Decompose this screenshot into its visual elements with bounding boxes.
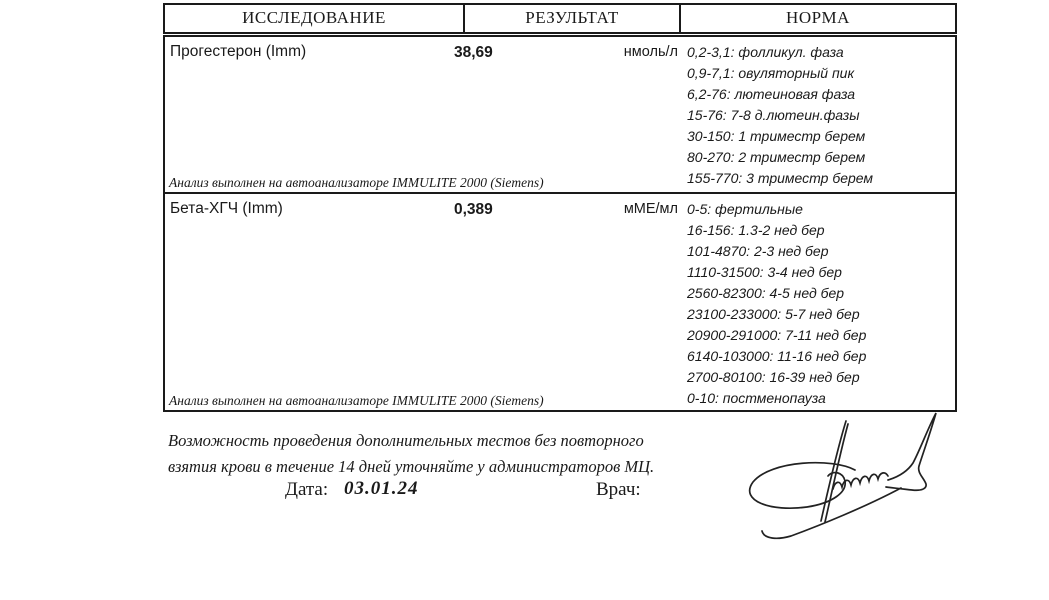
test-unit: нмоль/л: [623, 44, 678, 60]
norm-line: 0-10: постменопауза: [687, 390, 826, 406]
test-name: Бета-ХГЧ (Imm): [170, 200, 283, 217]
test-result: 0,389: [454, 201, 493, 218]
date-label: Дата:: [285, 479, 329, 500]
results-table: [163, 3, 957, 412]
test-name: Прогестерон (Imm): [170, 43, 307, 60]
norm-line: 23100-233000: 5-7 нед бер: [687, 306, 860, 322]
table-header-norm: НОРМА: [786, 8, 850, 27]
doctor-label: Врач:: [596, 479, 641, 500]
doctor-signature: [733, 408, 951, 558]
analyzer-note: Анализ выполнен на автоанализаторе IMMULITE 2000 (Siemens): [169, 393, 544, 408]
norm-line: 0,9-7,1: овуляторный пик: [687, 65, 855, 81]
norm-line: 80-270: 2 триместр берем: [687, 149, 866, 165]
norm-line: 101-4870: 2-3 нед бер: [687, 243, 829, 259]
analyzer-note: Анализ выполнен на автоанализаторе IMMULITE 2000 (Siemens): [169, 175, 544, 190]
norm-line: 20900-291000: 7-11 нед бер: [687, 327, 867, 343]
norm-list: [687, 42, 873, 189]
table-header-result: РЕЗУЛЬТАТ: [465, 5, 681, 32]
footer-note-line1: Возможность проведения дополнительных тестов без повторного: [168, 431, 644, 450]
norm-line: 6,2-76: лютеиновая фаза: [687, 86, 856, 102]
norm-line: 30-150: 1 триместр берем: [687, 128, 866, 144]
norm-line: 155-770: 3 триместр берем: [687, 170, 873, 186]
table-row-progesterone: [165, 37, 955, 194]
footer-note: [168, 428, 654, 480]
norm-line: 2560-82300: 4-5 нед бер: [687, 285, 845, 301]
footer-note-line2: взятия крови в течение 14 дней уточняйте у администраторов МЦ.: [168, 457, 655, 476]
norm-line: 16-156: 1.3-2 нед бер: [687, 222, 825, 238]
table-header-row: [163, 3, 957, 34]
norm-line: 0-5: фертильные: [687, 201, 803, 217]
date-value: 03.01.24: [344, 478, 419, 499]
norm-line: 1110-31500: 3-4 нед бер: [687, 264, 842, 280]
norm-line: 2700-80100: 16-39 нед бер: [687, 369, 860, 385]
norm-line: 6140-103000: 11-16 нед бер: [687, 348, 867, 364]
test-unit: мМЕ/мл: [623, 201, 678, 217]
norm-list: [687, 199, 866, 409]
test-result: 38,69: [454, 44, 493, 61]
norm-line: 15-76: 7-8 д.лютеин.фазы: [687, 107, 860, 123]
table-body: [163, 35, 957, 412]
table-header-study: ИССЛЕДОВАНИЕ: [165, 5, 465, 32]
norm-line: 0,2-3,1: фолликул. фаза: [687, 44, 844, 60]
table-row-beta-hcg: [165, 194, 955, 410]
